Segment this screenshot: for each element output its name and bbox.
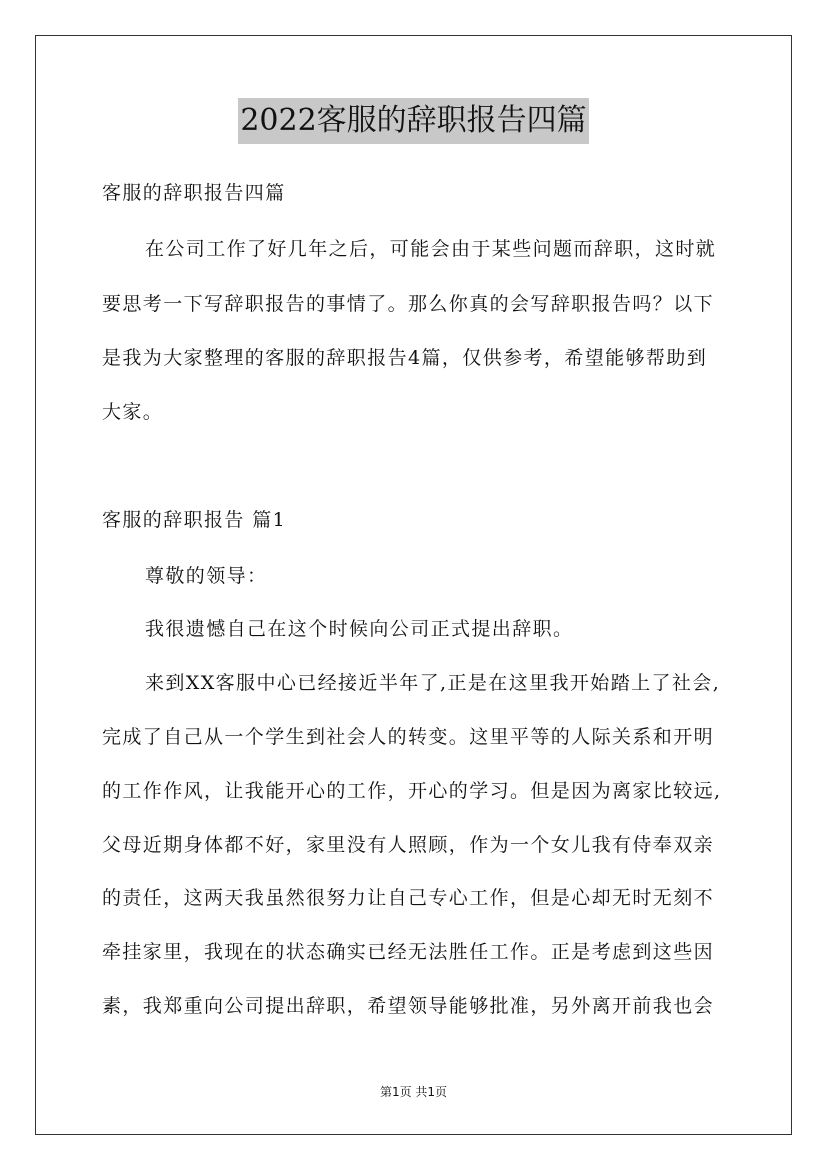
intro-line: 是我为大家整理的客服的辞职报告4篇，仅供参考，希望能够帮助到 <box>102 347 708 369</box>
paragraph-line: 牵挂家里，我现在的状态确实已经无法胜任工作。正是考虑到这些因 <box>102 941 715 963</box>
paragraph-line: 素，我郑重向公司提出辞职，希望领导能够批准，另外离开前我也会 <box>102 995 715 1017</box>
document-subtitle: 客服的辞职报告四篇 <box>102 182 286 204</box>
paragraph-line: 来到XX客服中心已经接近半年了,正是在这里我开始踏上了社会, <box>145 672 721 694</box>
paragraph-line: 父母近期身体都不好，家里没有人照顾，作为一个女儿我有侍奉双亲 <box>102 834 715 856</box>
paragraph-line: 完成了自己从一个学生到社会人的转变。这里平等的人际关系和开明 <box>102 726 715 748</box>
page-number: 第1页 共1页 <box>379 1085 448 1099</box>
intro-line: 大家。 <box>102 401 164 423</box>
paragraph-line: 我很遗憾自己在这个时候向公司正式提出辞职。 <box>145 618 574 640</box>
letter-greeting: 尊敬的领导： <box>145 565 268 587</box>
intro-line: 在公司工作了好几年之后，可能会由于某些问题而辞职，这时就 <box>145 238 717 260</box>
section-heading: 客服的辞职报告 篇1 <box>102 509 287 531</box>
paragraph-line: 的工作作风，让我能开心的工作，开心的学习。但是因为离家比较远, <box>102 780 722 802</box>
intro-line: 要思考一下写辞职报告的事情了。那么你真的会写辞职报告吗？以下 <box>102 293 715 315</box>
title-container <box>0 98 827 144</box>
paragraph-line: 的责任，这两天我虽然很努力让自己专心工作，但是心却无时无刻不 <box>102 887 715 909</box>
document-title: 2022客服的辞职报告四篇 <box>238 98 588 144</box>
